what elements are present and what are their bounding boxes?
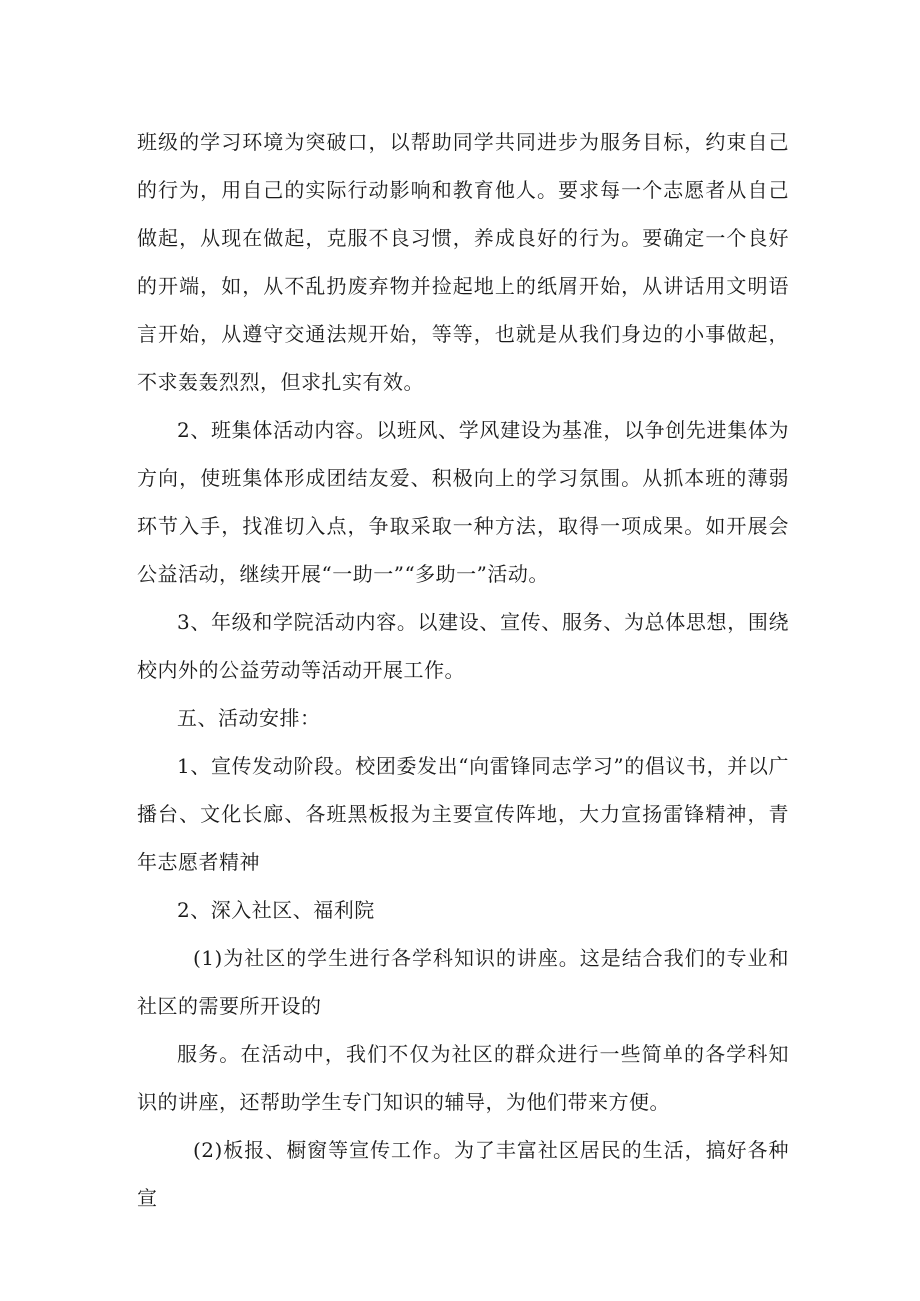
paragraph-class-activity: 2、班集体活动内容。以班风、学风建设为基准，以争创先进集体为方向，使班集体形成团结友爱、积极向上的学习氛围。从抓本班的薄弱环节入手，找准切入点，争取采取一种方法，取得一项成果。如开展会公益活动，继续开展“一助一”“多助一”活动。 — [137, 418, 789, 586]
paragraph-intro-continuation: 班级的学习环境为突破口，以帮助同学共同进步为服务目标，约束自己的行为，用自己的实际行动影响和教育他人。要求每一个志愿者从自己做起，从现在做起，克服不良习惯，养成良好的行为。要确定一个良好的开端，如，从不乱扔废弃物并捡起地上的纸屑开始，从讲话用文明语言开始，从遵守交通法规开始，等等，也就是从我们身边的小事做起，不求轰轰烈烈，但求扎实有效。 — [137, 130, 789, 394]
paragraph-service: 服务。在活动中，我们不仅为社区的群众进行一些简单的各学科知识的讲座，还帮助学生专门知识的辅导，为他们带来方便。 — [137, 1042, 789, 1114]
paragraph-boards: (2)板报、橱窗等宣传工作。为了丰富社区居民的生活，搞好各种宣 — [137, 1138, 789, 1210]
paragraph-publicity-stage: 1、宣传发动阶段。校团委发出“向雷锋同志学习”的倡议书，并以广播台、文化长廊、各班黑板报为主要宣传阵地，大力宣扬雷锋精神，青年志愿者精神 — [137, 754, 789, 874]
paragraph-community-visit: 2、深入社区、福利院 — [177, 898, 375, 922]
paragraph-lectures: (1)为社区的学生进行各学科知识的讲座。这是结合我们的专业和社区的需要所开设的 — [137, 946, 789, 1018]
paragraph-grade-activity: 3、年级和学院活动内容。以建设、宣传、服务、为总体思想，围绕校内外的公益劳动等活动开展工作。 — [137, 610, 789, 682]
document-body — [137, 118, 789, 1222]
section-heading: 五、活动安排： — [177, 706, 321, 730]
